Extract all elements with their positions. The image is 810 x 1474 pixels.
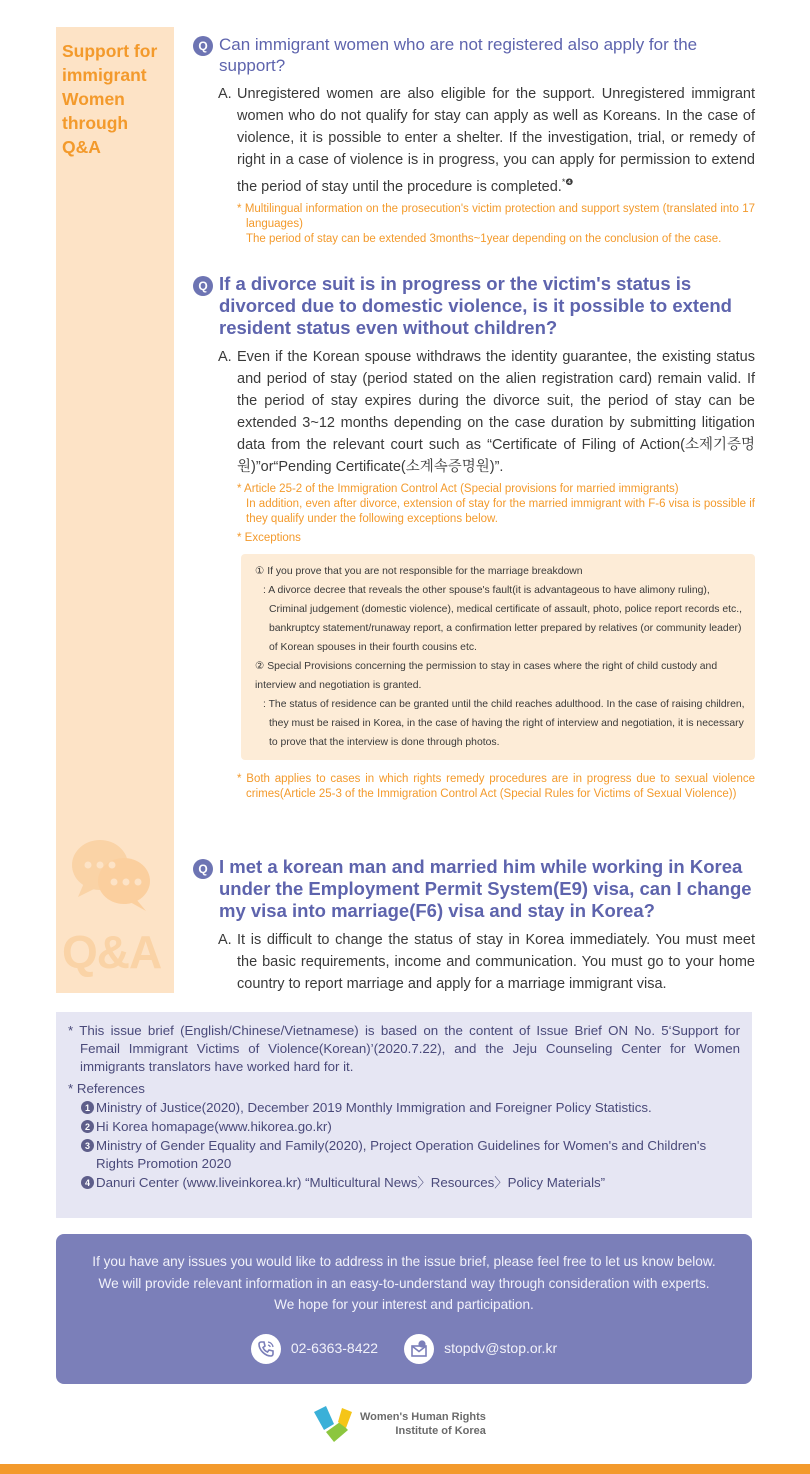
contact-line: We hope for your interest and participation. <box>274 1297 534 1312</box>
references-heading: * References <box>68 1081 145 1096</box>
references-box <box>56 1012 752 1218</box>
question-text: I met a korean man and married him while working in Korea under the Employment Permit System(E9) visa, can I change my visa into marriage(F6) visa and stay in Korea? <box>219 856 752 921</box>
reference-number-icon: 2 <box>81 1120 94 1133</box>
phone-number: 02-6363-8422 <box>290 1340 379 1357</box>
answer-row <box>193 346 755 478</box>
question-row <box>193 273 755 339</box>
reference-text: Hi Korea homapage(www.hikorea.go.kr) <box>96 1119 332 1134</box>
exception-detail: : A divorce decree that reveals the other spouse's fault(it is advantageous to have alimony ruling), Criminal judgement (domestic violence), medical certificate of assault, photo, police report records etc., bankruptcy statement/runaway report, a confirmation letter prepared by relatives (or community leader) of Korean spouses in their fourth cousins etc. <box>263 585 742 653</box>
q-badge-icon: Q <box>193 859 213 879</box>
note: * Article 25-2 of the Immigration Control Act (Special provisions for married immigrants) <box>237 483 679 495</box>
reference-number-icon: 4 <box>81 1176 94 1189</box>
contact-line: We will provide relevant information in an easy-to-understand way through consideration with experts. <box>98 1275 710 1291</box>
mail-icon <box>404 1334 434 1364</box>
reference-number-icon: 3 <box>81 1139 94 1152</box>
answer-text <box>237 83 755 198</box>
sidebar-watermark: Q&A <box>62 926 162 978</box>
bottom-bar <box>0 1464 810 1474</box>
question-text: Can immigrant women who are not registered also apply for the support? <box>219 35 698 75</box>
institute-name-line: Women's Human Rights <box>360 1411 486 1423</box>
answer-row <box>193 83 755 198</box>
qa-block-3 <box>193 856 755 995</box>
reference-item <box>68 1174 740 1192</box>
question-row <box>193 856 755 922</box>
email-contact[interactable] <box>404 1334 557 1364</box>
reference-number-icon: 1 <box>81 1101 94 1114</box>
note: * Multilingual information on the prosecution's victim protection and support system (translated into 17 languages) <box>237 202 755 230</box>
footnote-ref: *❹ <box>561 177 574 187</box>
q-badge-icon: Q <box>193 36 213 56</box>
contact-box <box>56 1234 752 1384</box>
reference-text: Ministry of Justice(2020), December 2019 Monthly Immigration and Foreigner Policy Statistics. <box>96 1100 652 1115</box>
answer-mark: A. <box>218 932 232 948</box>
exception-title: ② Special Provisions concerning the permission to stay in cases where the right of child custody and interview and negotiation is granted. <box>255 661 718 691</box>
answer-text: Even if the Korean spouse withdraws the identity guarantee, the existing status and period of stay (period stated on the alien registration card) remain valid. If the period of stay expires during the divorce suit, the period of stay can be extended 3~12 months depending on the case duration by submitting litigation data from the relevant court such as “Certificate of Filing of Action(소제기증명원)”or“Pending Certificate(소계속증명원)”. <box>237 349 755 475</box>
institute-logo-icon <box>312 1402 356 1446</box>
answer-text: It is difficult to change the status of stay in Korea immediately. You must meet the basic requirements, income and communication. You must go to your home country to report marriage and apply for a marriage immigrant visa. <box>237 932 755 992</box>
note: * Both applies to cases in which rights remedy procedures are in progress due to sexual violence crimes(Article 25-3 of the Immigration Control Act (Special Rules for Victims of Sexual Violence)) <box>237 773 755 800</box>
sidebar-title: Support for immigrant Women through Q&A <box>62 41 158 157</box>
exception-detail: : The status of residence can be granted until the child reaches adulthood. In the case of raising children, they must be raised in Korea, in the case of having the right of interview and negotiation, it is necessary to prove that the interview is done through photos. <box>263 699 745 748</box>
institute-logo <box>312 1402 486 1446</box>
answer-mark: A. <box>218 349 232 365</box>
answer-mark: A. <box>218 86 232 102</box>
reference-text: Danuri Center (www.liveinkorea.kr) “Multicultural News〉Resources〉Policy Materials” <box>96 1175 606 1190</box>
reference-item <box>68 1118 740 1136</box>
note: * Exceptions <box>237 532 301 544</box>
exception-title: ① If you prove that you are not responsible for the marriage breakdown <box>255 566 583 577</box>
note: The period of stay can be extended 3months~1year depending on the conclusion of the case. <box>246 232 722 245</box>
question-row <box>193 34 755 76</box>
reference-item <box>68 1137 740 1173</box>
qa-block-1 <box>193 34 755 247</box>
qa-block-2 <box>193 273 755 802</box>
speech-bubbles-icon <box>70 835 154 920</box>
institute-name-line: Institute of Korea <box>395 1425 486 1437</box>
phone-contact[interactable] <box>251 1334 378 1364</box>
contact-line: If you have any issues you would like to address in the issue brief, please feel free to let us know below. <box>92 1254 716 1269</box>
email-address: stopdv@stop.or.kr <box>444 1340 558 1357</box>
question-text: If a divorce suit is in progress or the victim's status is divorced due to domestic violence, is it possible to extend resident status even without children? <box>219 273 732 338</box>
q-badge-icon: Q <box>193 276 213 296</box>
exceptions-box <box>241 554 755 760</box>
answer-row <box>193 929 755 995</box>
phone-icon <box>251 1334 281 1364</box>
note: In addition, even after divorce, extension of stay for the married immigrant with F-6 visa is possible if they qualify under the following exceptions below. <box>246 498 755 525</box>
answer-body: Unregistered women are also eligible for the support. Unregistered immigrant women who do not qualify for stay can apply as well as Koreans. In the case of violence, it is possible to enter a shelter. If the investigation, trial, or remedy of right in a case of violence is in progress, you can apply for permission to extend the period of stay until the procedure is completed. <box>237 86 755 195</box>
sidebar <box>56 27 174 993</box>
reference-text: Ministry of Gender Equality and Family(2020), Project Operation Guidelines for Women's and Children's Rights Promotion 2020 <box>96 1138 707 1171</box>
reference-item <box>68 1099 740 1117</box>
issue-brief-note: * This issue brief (English/Chinese/Vietnamese) is based on the content of Issue Brief ON No. 5‘Support for Femail Immigrant Victims of Violence(Korean)’(2020.7.22), and the Jeju Counseling Center for Women immigrants translators have worked hard for it. <box>68 1023 740 1074</box>
institute-name <box>360 1410 486 1438</box>
contact-row <box>56 1334 752 1364</box>
